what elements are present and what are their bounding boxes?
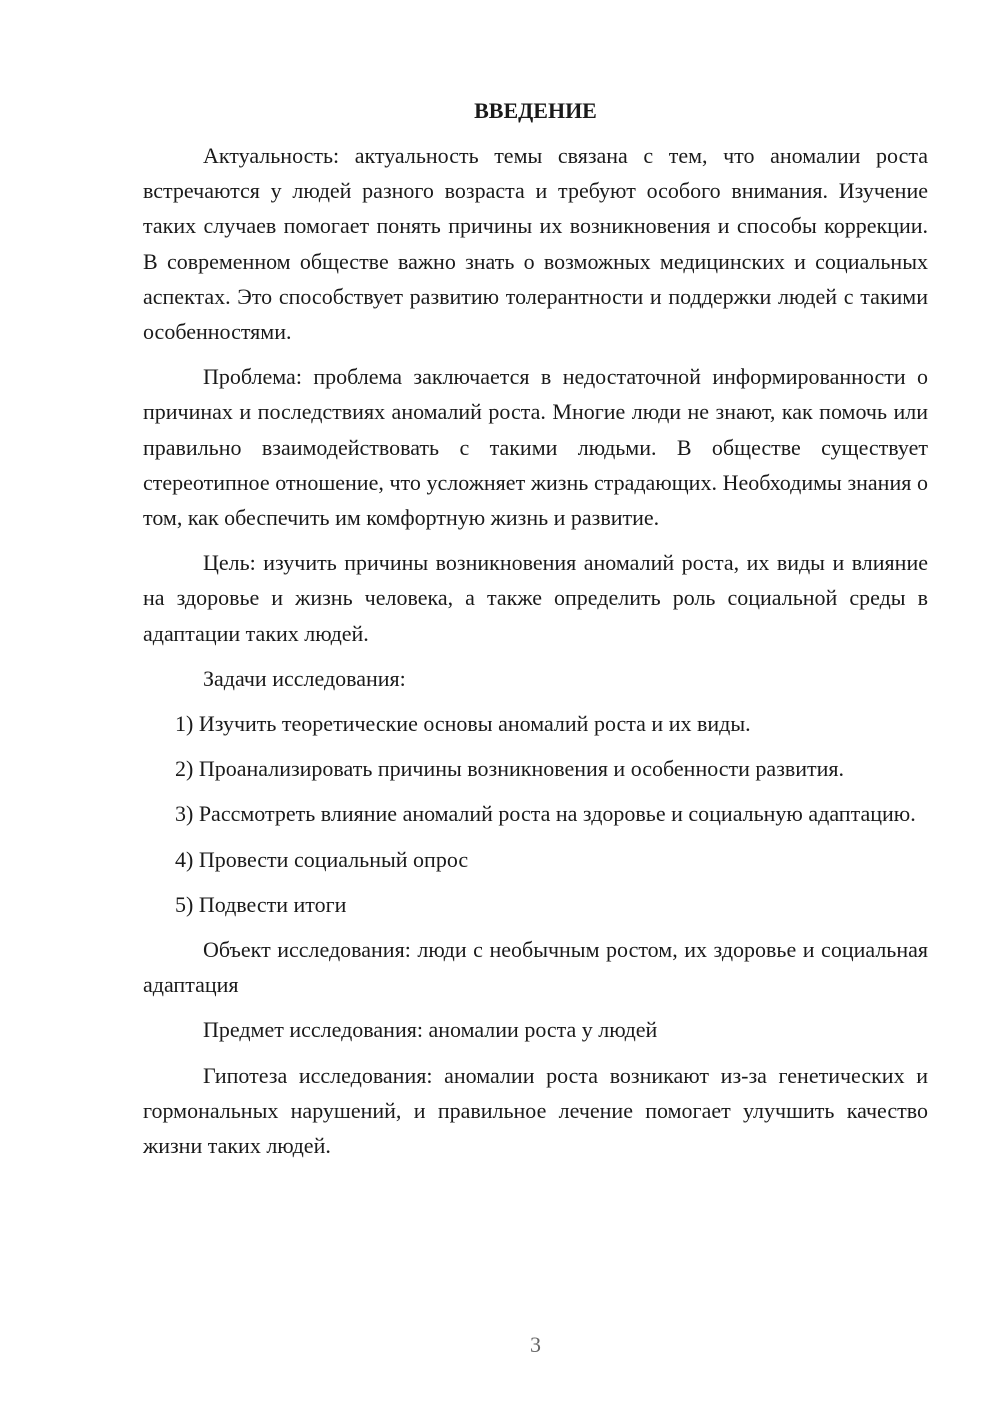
tasks-heading: Задачи исследования: [203,665,406,691]
paragraph-object: Объект исследования: люди с необычным ростом, их здоровье и социальная адаптация [143,937,928,998]
task-item: 1) Изучить теоретические основы аномалий роста и их виды. [175,711,751,737]
task-item: 3) Рассмотреть влияние аномалий роста на здоровье и социальную адаптацию. [175,801,916,827]
paragraph-subject: Предмет исследования: аномалии роста у людей [203,1017,658,1043]
page-title: ВВЕДЕНИЕ [474,98,597,123]
task-item: 4) Провести социальный опрос [175,846,469,872]
task-item: 2) Проанализировать причины возникновения и особенности развития. [175,756,845,782]
page-number: 3 [530,1332,541,1357]
paragraph-relevance: Актуальность: актуальность темы связана с тем, что аномалии роста встречаются у людей разного возраста и требуют особого внимания. Изучение таких случаев помогает понять причины их возникновения и способы коррекции. В современном обществе важно знать о возможных медицинских и социальных аспектах. Это способствует развитию толерантности и поддержки людей с такими особенностями. [143,143,928,345]
paragraph-problem: Проблема: проблема заключается в недостаточной информированности о причинах и последствиях аномалий роста. Многие люди не знают, как помочь или правильно взаимодействовать с такими людьми. В обществе существует стереотипное отношение, что усложняет жизнь страдающих. Необходимы знания о том, как обеспечить им комфортную жизнь и развитие. [143,364,928,531]
document-page [143,96,928,1173]
task-item: 5) Подвести итоги [175,891,347,917]
paragraph-goal: Цель: изучить причины возникновения аномалий роста, их виды и влияние на здоровье и жизнь человека, а также определить роль социальной среды в адаптации таких людей. [143,550,928,646]
tasks-list [143,706,928,922]
paragraph-hypothesis: Гипотеза исследования: аномалии роста возникают из-за генетических и гормональных нарушений, и правильное лечение помогает улучшить качество жизни таких людей. [143,1062,928,1159]
